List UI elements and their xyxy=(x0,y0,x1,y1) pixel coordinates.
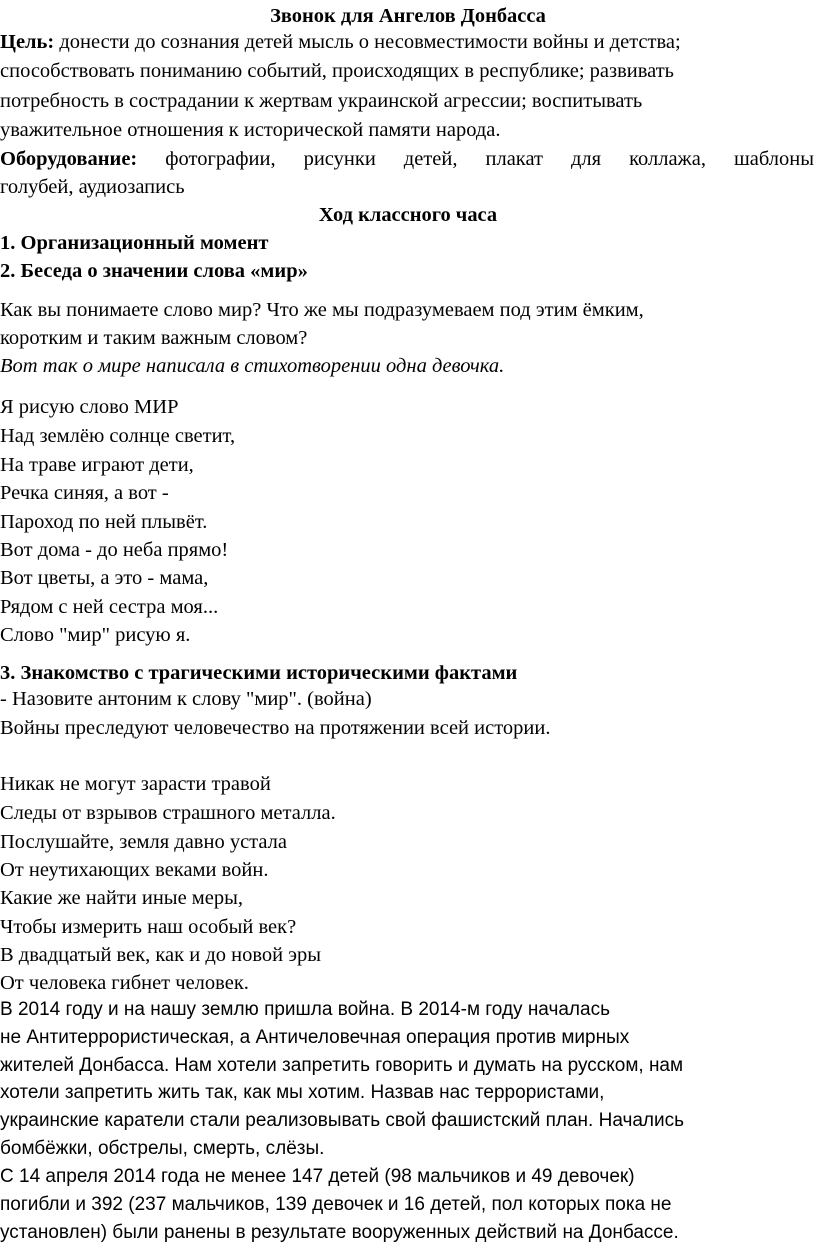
poem1-line: Вот цветы, а это - мама, xyxy=(0,567,209,589)
wars-line: Войны преследуют человечество на протяжении всей истории. xyxy=(0,717,551,739)
equipment-text-1: фотографии, рисунки детей, плакат для коллажа, шаблоны xyxy=(137,148,814,170)
course-title: Ход классного часа xyxy=(318,204,498,226)
poem2-line: Никак не могут зарасти травой xyxy=(0,773,271,795)
document-title: Звонок для Ангелов Донбасса xyxy=(270,5,546,27)
poem2-line: Следы от взрывов страшного металла. xyxy=(0,802,336,824)
poem1-line: Рядом с ней сестра моя... xyxy=(0,596,219,618)
poem1-line: Я рисую слово МИР xyxy=(0,396,179,418)
poem1-line: Над землёю солнце светит, xyxy=(0,425,236,447)
poem-intro: Вот так о мире написала в стихотворении одна девочка. xyxy=(0,355,505,377)
poem2-line: Какие же найти иные меры, xyxy=(0,887,244,909)
antonym-line: - Назовите антоним к слову "мир". (война) xyxy=(0,688,372,710)
paragraph-2014-line: украинские каратели стали реализовывать свой фашистский план. Начались xyxy=(0,1110,685,1131)
section-3-heading: 3. Знакомство с трагическими историческими фактами xyxy=(0,662,518,684)
paragraph-2014-line: В 2014 году и на нашу землю пришла война. В 2014-м году началась xyxy=(0,999,610,1020)
paragraph-stats-line: погибли и 392 (237 мальчиков, 139 девочек и 16 детей, пол которых пока не xyxy=(0,1194,672,1215)
goal-line-3: потребность в сострадании к жертвам украинской агрессии; воспитывать xyxy=(0,90,643,112)
poem1-line: Вот дома - до неба прямо! xyxy=(0,539,229,561)
poem2-line: Чтобы измерить наш особый век? xyxy=(0,916,297,938)
equipment-line-1 xyxy=(0,145,814,173)
goal-line-4: уважительное отношения к исторической памяти народа. xyxy=(0,119,501,141)
poem1-line: Речка синяя, а вот - xyxy=(0,482,169,504)
question-line-2: коротким и таким важным словом? xyxy=(0,327,308,349)
paragraph-2014-line: бомбёжки, обстрелы, смерть, слёзы. xyxy=(0,1138,325,1159)
section-1-heading: 1. Организационный момент xyxy=(0,232,269,254)
poem2-line: Послушайте, земля давно устала xyxy=(0,831,287,853)
paragraph-2014-line: хотели запретить жить так, как мы хотим. Назвав нас террористами, xyxy=(0,1082,605,1103)
poem1-line: Пароход по ней плывёт. xyxy=(0,511,208,533)
goal-line-2: способствовать пониманию событий, происходящих в республике; развивать xyxy=(0,60,675,82)
equipment-line-2: голубей, аудиозапись xyxy=(0,176,185,198)
goal-line-1 xyxy=(0,28,681,56)
poem2-line: От человека гибнет человек. xyxy=(0,972,249,994)
poem2-line: В двадцатый век, как и до новой эры xyxy=(0,944,322,966)
poem2-line: От неутихающих веками войн. xyxy=(0,859,269,881)
poem1-line: На траве играют дети, xyxy=(0,454,194,476)
equipment-label: Оборудование: xyxy=(0,148,138,170)
paragraph-stats-line: установлен) были ранены в результате вооруженных действий на Донбассе. xyxy=(0,1222,679,1243)
paragraph-stats-line: С 14 апреля 2014 года не менее 147 детей (98 мальчиков и 49 девочек) xyxy=(0,1166,635,1187)
goal-label: Цель: xyxy=(0,31,55,53)
section-2-heading: 2. Беседа о значении слова «мир» xyxy=(0,260,308,282)
poem1-line: Слово "мир" рисую я. xyxy=(0,624,191,646)
question-line-1: Как вы понимаете слово мир? Что же мы подразумеваем под этим ёмким, xyxy=(0,299,644,321)
paragraph-2014-line: жителей Донбасса. Нам хотели запретить говорить и думать на русском, нам xyxy=(0,1055,684,1076)
paragraph-2014-line: не Антитеррористическая, а Античеловечная операция против мирных xyxy=(0,1027,630,1048)
goal-text-1: донести до сознания детей мысль о несовместимости войны и детства; xyxy=(54,31,681,53)
